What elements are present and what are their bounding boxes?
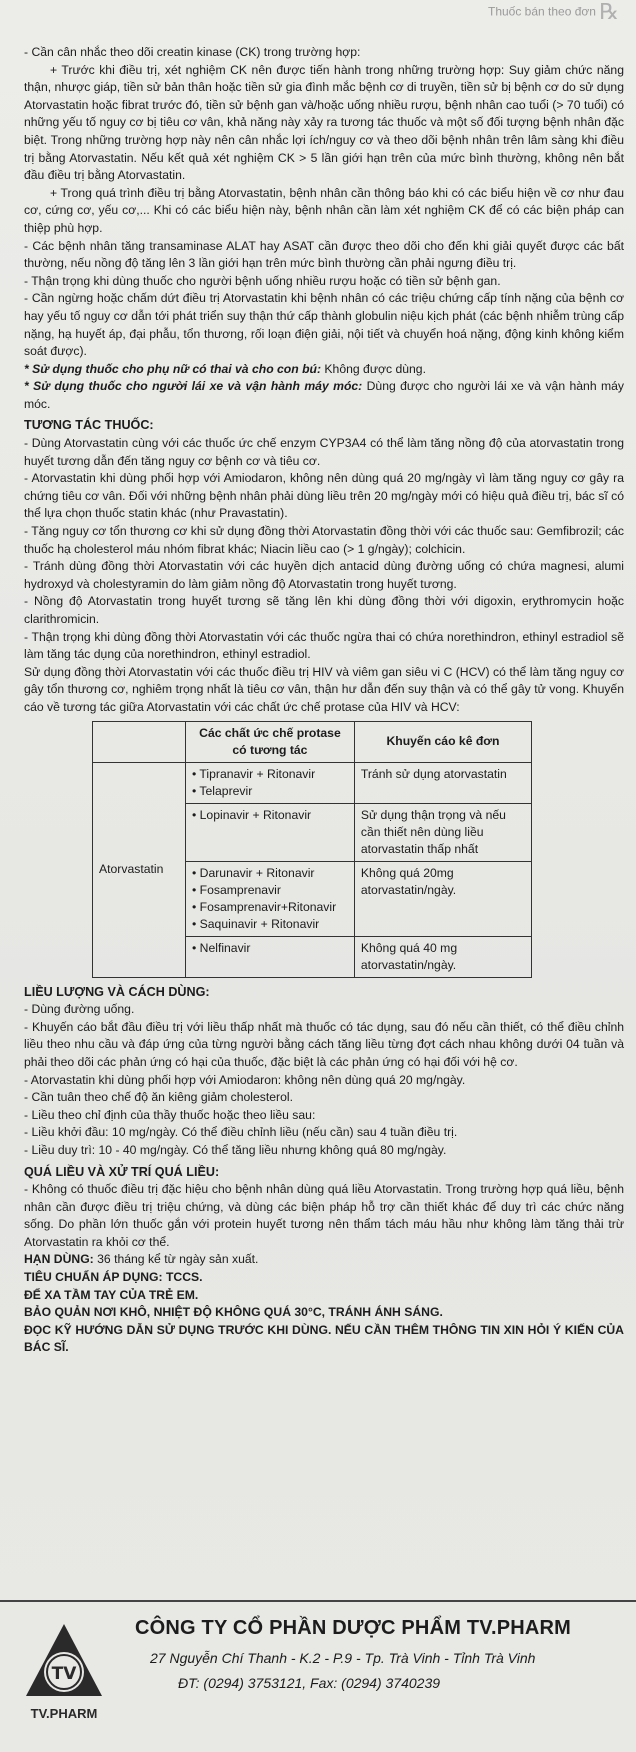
company-phone: ĐT: (0294) 3753121, Fax: (0294) 3740239 xyxy=(178,1675,441,1691)
standard-label: TIÊU CHUẨN ÁP DỤNG: xyxy=(24,1270,163,1285)
protease-interaction-table xyxy=(92,721,532,978)
ck-during-treatment: + Trong quá trình điều trị bằng Atorvastatin, bệnh nhân cần thông báo khi có các biểu hiện về cơ như đau cơ, cứng cơ, yếu cơ,... Khi có các biểu hiện này, bệnh nhân cần làm xét nghiệm CK để có các biện pháp can thiệp phù hợp. xyxy=(24,185,624,235)
header-ghost xyxy=(488,0,619,25)
inhibitor-item: • Darunavir + Ritonavir xyxy=(192,865,315,880)
tvpharm-logo-icon xyxy=(22,1620,106,1730)
footer-divider xyxy=(0,1600,636,1602)
expiry-label: HẠN DÙNG: xyxy=(24,1252,94,1267)
transaminase-note: - Các bệnh nhân tăng transaminase ALAT hay ASAT cần được theo dõi cho đến khi giải quyết được các bất thường, nếu nồng độ tăng lên 3 lần giới hạn trên mức bình thường cần phải ngưng điều trị. xyxy=(24,238,624,271)
leaflet-content xyxy=(24,44,624,1357)
table-advice-cell: Không quá 20mg atorvastatin/ngày. xyxy=(354,861,531,936)
table-advice-cell: Sử dụng thận trọng và nếu cần thiết nên dùng liều atorvastatin thấp nhất xyxy=(354,803,531,861)
inhibitor-item: • Telaprevir xyxy=(192,783,253,798)
table-header-inhibitor: Các chất ức chế protase có tương tác xyxy=(186,721,355,762)
notice-children: ĐỂ XA TẦM TAY CỦA TRẺ EM. xyxy=(24,1287,199,1302)
dosage-item: - Liều theo chỉ định của thầy thuốc hoặc theo liều sau: xyxy=(24,1107,316,1122)
pregnancy-label: * Sử dụng thuốc cho phụ nữ có thai và cho con bú: xyxy=(24,361,322,376)
expiry-text: 36 tháng kể từ ngày sản xuất. xyxy=(93,1252,259,1267)
driving-label: * Sử dụng thuốc cho người lái xe và vận hành máy móc: xyxy=(24,379,363,394)
table-row xyxy=(93,762,532,803)
table-corner-cell xyxy=(93,721,186,762)
table-header-row xyxy=(93,721,532,762)
standard-line xyxy=(24,1269,624,1287)
ck-intro: - Cần cân nhắc theo dõi creatin kinase (CK) trong trường hợp: xyxy=(24,45,361,59)
dosage-item: - Cần tuân theo chế độ ăn kiêng giảm cholesterol. xyxy=(24,1090,293,1105)
dosage-item: - Liều duy trì: 10 - 40 mg/ngày. Có thể tăng liều nhưng không quá 80 mg/ngày. xyxy=(24,1142,447,1157)
interaction-item: - Tránh dùng đồng thời Atorvastatin với các huyền dịch antacid dùng đường uống có chứa magnesi, alumi hydroxyd và cholestyramin do làm giảm nồng độ Atorvastatin trong huyết tương. xyxy=(24,559,624,591)
inhibitor-item: • Fosamprenavir+Ritonavir xyxy=(192,899,337,914)
table-header-advice: Khuyến cáo kê đơn xyxy=(354,721,531,762)
notice-storage: BẢO QUẢN NƠI KHÔ, NHIỆT ĐỘ KHÔNG QUÁ 30°C, TRÁNH ÁNH SÁNG. xyxy=(24,1305,443,1320)
standard-text: TCCS. xyxy=(162,1270,203,1285)
dosage-item: - Dùng đường uống. xyxy=(24,1002,135,1017)
company-name: CÔNG TY CỔ PHẦN DƯỢC PHẨM TV.PHARM xyxy=(135,1617,572,1639)
ghost-title: Thuốc bán theo đơn xyxy=(488,4,596,19)
table-drug-cell: Atorvastatin xyxy=(93,762,186,977)
overdose-title: QUÁ LIỀU VÀ XỬ TRÍ QUÁ LIỀU: xyxy=(24,1164,220,1179)
company-address: 27 Nguyễn Chí Thanh - K.2 - P.9 - Tp. Trà Vinh - Tỉnh Trà Vinh xyxy=(150,1650,536,1666)
interaction-item: - Thận trọng khi dùng đồng thời Atorvastatin với các thuốc ngừa thai có chứa norethindron, ethinyl estradiol sẽ làm tăng tác dụng của norethindron, ethinyl estradiol. xyxy=(24,629,624,662)
inhibitor-item: • Saquinavir + Ritonavir xyxy=(192,916,320,931)
expiry-line xyxy=(24,1251,624,1269)
dosage-item: - Khuyến cáo bắt đầu điều trị với liều thấp nhất mà thuốc có tác dụng, sau đó nếu cần thiết, có thể điều chỉnh liều theo nhu cầu và đáp ứng của từng người bằng cách tăng liều từng đợt cách nhau không dưới 04 tuần và phải theo dõi các phản ứng có hại của thuốc, đặc biệt là các phản ứng có hại đối với hệ cơ. xyxy=(24,1019,624,1069)
table-advice-cell: Tránh sử dụng atorvastatin xyxy=(354,762,531,803)
dosage-title: LIỀU LƯỢNG VÀ CÁCH DÙNG: xyxy=(24,984,210,999)
pregnancy-text: Không được dùng. xyxy=(321,361,426,376)
dosage-item: - Liều khởi đầu: 10 mg/ngày. Có thể điều chỉnh liều (nếu cần) sau 4 tuần điều trị. xyxy=(24,1125,458,1140)
table-inhibitors-cell xyxy=(186,936,355,977)
ck-before-treatment: + Trước khi điều trị, xét nghiệm CK nên được tiến hành trong những trường hợp: Suy giảm chức năng thận, nhược giáp, tiền sử bản thân hoặc tiền sử gia đình mắc bệnh cơ di truyền, tiền sử bị bệnh cơ do sử dụng Atorvastatin hoặc fibrat trước đó, tiền sử bệnh gan và/hoặc uống nhiều rượu, bệnh nhân cao tuổi (> 70 tuổi) có những yếu tố nguy cơ bị tiêu cơ vân, khả năng này xảy ra tương tác thuốc và một số đối tượng bệnh nhân đặc biệt. Trong những trường hợp này nên cân nhắc lợi ích/nguy cơ và theo dõi bệnh nhân trên lâm sàng khi điều trị bằng Atorvastatin. Nếu kết quả xét nghiệm CK > 5 lần giới hạn trên của mức bình thường, không nên bắt đầu điều trị bằng Atorvastatin. xyxy=(24,62,624,183)
pregnancy-note xyxy=(24,361,624,379)
interactions-title: TƯƠNG TÁC THUỐC: xyxy=(24,418,154,433)
inhibitor-item: • Lopinavir + Ritonavir xyxy=(192,807,312,822)
logo-text: TV.PHARM xyxy=(30,1706,98,1721)
table-inhibitors-cell xyxy=(186,762,355,803)
table-advice-cell: Không quá 40 mg atorvastatin/ngày. xyxy=(354,936,531,977)
stop-treatment-note: - Cần ngừng hoặc chấm dứt điều trị Atorvastatin khi bệnh nhân có các triệu chứng cấp tính nặng của bệnh cơ hay yếu tố nguy cơ dẫn tới phát triển suy thận thứ cấp thành globulin niệu kịch phát (các bệnh nhiễm trùng cấp nặng, hạ huyết áp, đại phẫu, tổn thương, rối loạn điện giải, nội tiết và chuyển hoá nặng, động kinh không kiểm soát được). xyxy=(24,291,624,359)
interaction-item: - Dùng Atorvastatin cùng với các thuốc ức chế enzym CYP3A4 có thể làm tăng nồng độ của atorvastatin trong huyết tương dẫn đến tăng nguy cơ bệnh cơ và tiêu cơ. xyxy=(24,436,624,468)
dosage-item: - Atorvastatin khi dùng phối hợp với Amiodaron: không nên dùng quá 20 mg/ngày. xyxy=(24,1072,466,1087)
logo-monogram: TV xyxy=(51,1664,77,1684)
interaction-item: - Nồng độ Atorvastatin trong huyết tương sẽ tăng lên khi dùng đồng thời với digoxin, erythromycin hoặc clarithromicin. xyxy=(24,594,624,626)
driving-text: Dùng được cho người lái xe và vận hành máy móc. xyxy=(24,379,625,411)
inhibitor-item: • Tipranavir + Ritonavir xyxy=(192,766,316,781)
interaction-item: - Tăng nguy cơ tổn thương cơ khi sử dụng đồng thời Atorvastatin đồng thời với các thuốc sau: Gemfibrozil; các thuốc hạ cholesterol máu nhóm fibrat khác; Niacin liều cao (> 1 g/ngày); colchicin. xyxy=(24,524,624,556)
inhibitor-item: • Nelfinavir xyxy=(192,940,251,955)
overdose-text: - Không có thuốc điều trị đặc hiệu cho bệnh nhân dùng quá liều Atorvastatin. Trong trường hợp quá liều, bệnh nhân cần được điều trị triệu chứng, và dùng các biện pháp hỗ trợ cần thiết khác để duy trì các chức năng sống. Do phần lớn thuốc gắn với protein huyết tương nên thẩm tách máu hầu như không làm tăng thải trừ Atorvastatin ra khỏi cơ thể. xyxy=(24,1182,624,1249)
inhibitor-item: • Fosamprenavir xyxy=(192,882,281,897)
rx-icon: ℞ xyxy=(599,0,620,25)
table-inhibitors-cell xyxy=(186,861,355,936)
alcohol-note: - Thận trọng khi dùng thuốc cho người bệnh uống nhiều rượu hoặc có tiền sử bệnh gan. xyxy=(24,273,501,288)
driving-note xyxy=(24,378,624,413)
interaction-item: Sử dụng đồng thời Atorvastatin với các thuốc điều trị HIV và viêm gan siêu vi C (HCV) có thể làm tăng nguy cơ gây tổn thương cơ, nghiêm trọng nhất là tiêu cơ vân, thận hư dẫn đến suy thận và có thể gây tử vong. Khuyến cáo về tương tác giữa Atorvastatin với các chất ức chế protase của HIV và HCV: xyxy=(24,664,624,714)
notice-read-instructions: ĐỌC KỸ HƯỚNG DẪN SỬ DỤNG TRƯỚC KHI DÙNG. NẾU CẦN THÊM THÔNG TIN XIN HỎI Ý KIẾN CỦA BÁC SĨ. xyxy=(24,1322,624,1355)
table-inhibitors-cell xyxy=(186,803,355,861)
interaction-item: - Atorvastatin khi dùng phối hợp với Amiodaron, không nên dùng quá 20 mg/ngày vì làm tăng nguy cơ gây ra chứng tiêu cơ vân. Đối với những bệnh nhân phải dùng liều trên 20 mg/ngày mới có hiệu quả điều trị, bác sĩ có thể lựa chọn thuốc statin khác (như Pravastatin). xyxy=(24,471,624,521)
